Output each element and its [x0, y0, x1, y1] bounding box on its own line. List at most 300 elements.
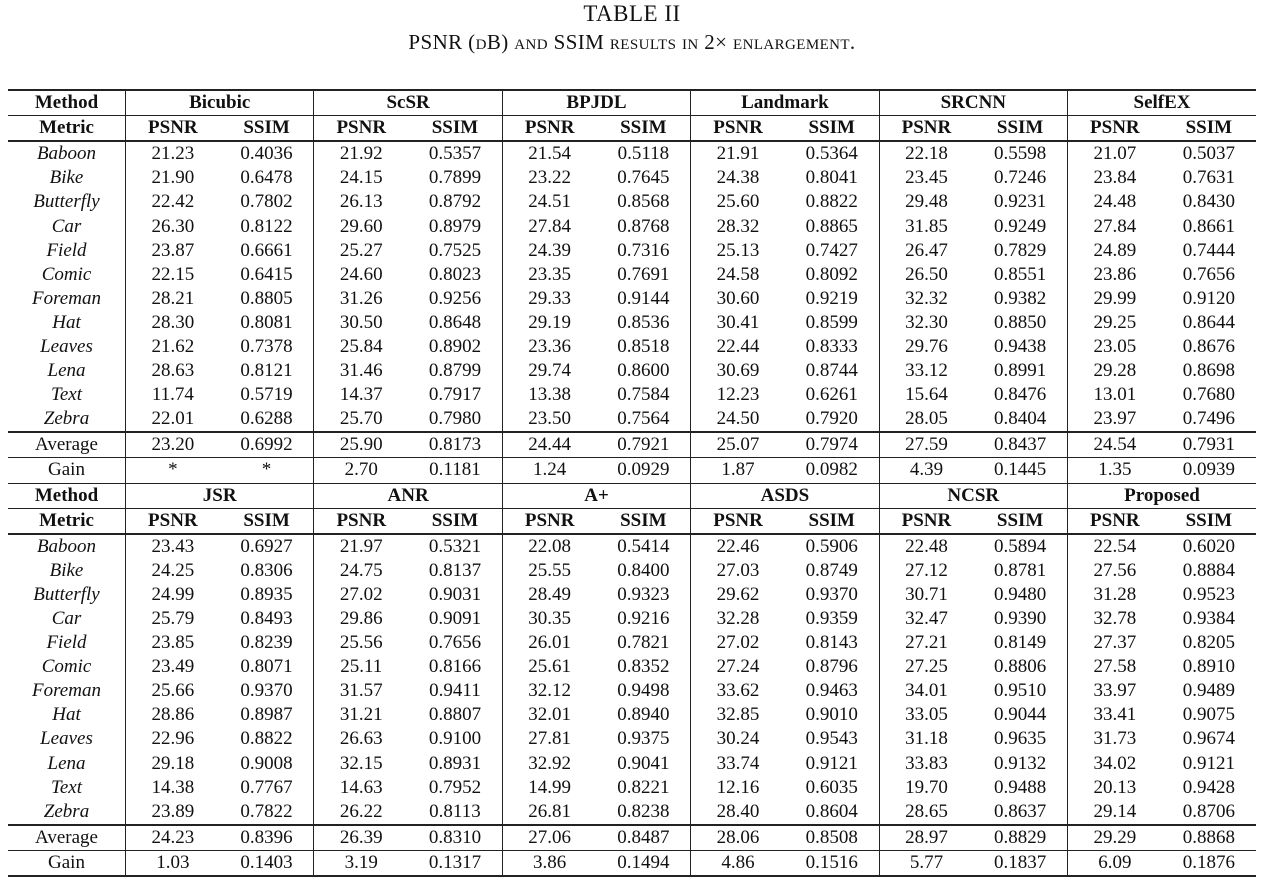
psnr-value: 30.69 [716, 360, 760, 382]
ssim-header: SSIM [597, 116, 691, 142]
psnr-value: 27.56 [1093, 559, 1137, 581]
ssim-value: 0.7496 [1182, 408, 1235, 430]
ssim-value: 0.8661 [1182, 215, 1235, 237]
average-psnr: 25.90 [314, 432, 408, 458]
ssim-value: 0.9132 [973, 752, 1067, 776]
ssim-value: 0.5906 [785, 534, 879, 559]
metric-header-label: Metric [8, 508, 126, 534]
psnr-value: 32.28 [716, 608, 760, 630]
ssim-value: 0.9382 [973, 287, 1067, 311]
ssim-value: 0.9044 [973, 703, 1067, 727]
gain-psnr: 4.39 [879, 458, 973, 483]
psnr-value: 22.42 [151, 191, 195, 213]
table-row [8, 190, 1256, 214]
ssim-value: 0.8676 [1182, 335, 1235, 357]
ssim-value: 0.7645 [597, 166, 691, 190]
image-name: Text [8, 383, 126, 407]
ssim-value: 0.8706 [1182, 800, 1235, 822]
psnr-value: 33.12 [905, 360, 948, 382]
ssim-value: 0.7564 [597, 407, 691, 432]
average-psnr: 28.97 [879, 825, 973, 851]
psnr-value: 25.79 [151, 608, 195, 630]
psnr-value: 29.60 [339, 215, 383, 237]
table-row [8, 559, 1256, 583]
ssim-header: SSIM [785, 508, 879, 534]
ssim-value: 0.8400 [597, 559, 691, 583]
table-row [8, 335, 1256, 359]
image-name: Butterfly [8, 583, 126, 607]
psnr-value: 29.33 [528, 287, 572, 309]
method-name: Proposed [1068, 483, 1257, 508]
psnr-value: 21.62 [151, 335, 195, 357]
psnr-value: 15.64 [905, 384, 948, 406]
ssim-value: 0.5357 [408, 141, 502, 166]
average-psnr: 26.39 [314, 825, 408, 851]
psnr-value: 25.27 [339, 239, 383, 261]
psnr-value: 22.18 [905, 143, 948, 165]
ssim-value: 0.7656 [1182, 263, 1235, 285]
ssim-value: 0.6261 [785, 383, 879, 407]
psnr-value: 27.24 [716, 656, 760, 678]
ssim-value: 0.8604 [785, 800, 879, 825]
ssim-value: 0.5598 [973, 141, 1067, 166]
psnr-value: 30.35 [528, 608, 572, 630]
psnr-value: 23.97 [1093, 408, 1137, 430]
ssim-value: 0.9411 [408, 679, 502, 703]
table-row [8, 239, 1256, 263]
psnr-value: 31.18 [905, 728, 948, 750]
ssim-value: 0.9438 [973, 335, 1067, 359]
psnr-value: 21.97 [339, 535, 383, 557]
gain-ssim: 0.0929 [597, 458, 691, 483]
ssim-value: 0.8781 [973, 559, 1067, 583]
psnr-value: 22.15 [151, 263, 195, 285]
psnr-value: 14.99 [528, 776, 572, 798]
ssim-value: 0.8935 [220, 583, 314, 607]
gain-ssim: 0.0939 [1162, 458, 1256, 483]
psnr-value: 30.50 [339, 311, 383, 333]
gain-row [8, 458, 1256, 483]
psnr-value: 33.41 [1093, 704, 1137, 726]
average-row [8, 432, 1256, 458]
ssim-value: 0.7767 [220, 776, 314, 800]
psnr-header: PSNR [1068, 508, 1162, 534]
ssim-value: 0.8551 [973, 263, 1067, 287]
psnr-value: 31.46 [339, 360, 383, 382]
psnr-value: 22.01 [151, 408, 195, 430]
psnr-value: 27.02 [716, 632, 760, 654]
psnr-value: 27.21 [905, 632, 948, 654]
ssim-value: 0.8430 [1182, 191, 1235, 213]
psnr-value: 30.60 [716, 287, 760, 309]
psnr-value: 22.96 [151, 728, 195, 750]
ssim-value: 0.9008 [220, 752, 314, 776]
ssim-value: 0.5719 [220, 383, 314, 407]
psnr-value: 32.47 [905, 608, 948, 630]
ssim-header: SSIM [973, 508, 1067, 534]
psnr-value: 25.84 [339, 335, 383, 357]
ssim-value: 0.8768 [597, 214, 691, 238]
ssim-value: 0.9323 [597, 583, 691, 607]
ssim-value: 0.7427 [785, 239, 879, 263]
gain-ssim: 0.1876 [1162, 850, 1256, 876]
average-label: Average [8, 825, 126, 851]
ssim-value: 0.8306 [220, 559, 314, 583]
method-name: BPJDL [502, 90, 690, 116]
psnr-value: 34.01 [905, 680, 948, 702]
table-row [8, 383, 1256, 407]
ssim-value: 0.8221 [597, 776, 691, 800]
average-psnr: 27.59 [879, 432, 973, 458]
ssim-value: 0.8404 [973, 407, 1067, 432]
psnr-value: 25.66 [151, 680, 195, 702]
table-row [8, 800, 1256, 825]
ssim-value: 0.8238 [597, 800, 691, 825]
ssim-value: 0.7316 [597, 239, 691, 263]
average-label: Average [8, 432, 126, 458]
gain-ssim: 0.1516 [785, 850, 879, 876]
image-name: Lena [8, 752, 126, 776]
image-name: Zebra [8, 800, 126, 825]
ssim-value: 0.8149 [973, 631, 1067, 655]
psnr-value: 25.55 [528, 559, 572, 581]
psnr-value: 32.12 [528, 680, 572, 702]
ssim-value: 0.9031 [408, 583, 502, 607]
ssim-value: 0.8979 [408, 214, 502, 238]
ssim-value: 0.9370 [785, 583, 879, 607]
average-ssim: 0.8396 [220, 825, 314, 851]
ssim-value: 0.9121 [785, 752, 879, 776]
image-name: Field [8, 239, 126, 263]
psnr-value: 30.24 [716, 728, 760, 750]
gain-psnr: 1.03 [126, 850, 220, 876]
ssim-value: 0.8205 [1182, 632, 1235, 654]
psnr-value: 24.75 [339, 559, 383, 581]
ssim-value: 0.7829 [973, 239, 1067, 263]
ssim-value: 0.9249 [973, 214, 1067, 238]
ssim-value: 0.8600 [597, 359, 691, 383]
psnr-value: 29.14 [1093, 800, 1137, 822]
gain-psnr: 1.87 [691, 458, 785, 483]
ssim-value: 0.5321 [408, 534, 502, 559]
ssim-value: 0.5037 [1182, 143, 1235, 165]
table-row [8, 727, 1256, 751]
gain-ssim: 0.0982 [785, 458, 879, 483]
table-row [8, 287, 1256, 311]
psnr-value: 26.50 [905, 263, 948, 285]
ssim-value: 0.5364 [785, 141, 879, 166]
psnr-header: PSNR [314, 116, 408, 142]
psnr-value: 24.51 [528, 191, 572, 213]
ssim-header: SSIM [785, 116, 879, 142]
psnr-value: 22.08 [528, 535, 572, 557]
psnr-value: 25.61 [528, 656, 572, 678]
average-ssim: 0.6992 [220, 432, 314, 458]
method-name: Bicubic [126, 90, 314, 116]
ssim-value: 0.8744 [785, 359, 879, 383]
image-name: Leaves [8, 335, 126, 359]
psnr-value: 27.03 [716, 559, 760, 581]
psnr-value: 23.36 [528, 335, 572, 357]
average-psnr: 28.06 [691, 825, 785, 851]
psnr-value: 30.41 [716, 311, 760, 333]
psnr-value: 29.19 [528, 311, 572, 333]
table-row [8, 655, 1256, 679]
ssim-header: SSIM [408, 508, 502, 534]
ssim-value: 0.9375 [597, 727, 691, 751]
psnr-value: 24.60 [339, 263, 383, 285]
psnr-value: 27.37 [1093, 632, 1137, 654]
psnr-header: PSNR [314, 508, 408, 534]
psnr-value: 24.38 [716, 167, 760, 189]
average-ssim: 0.8173 [408, 432, 502, 458]
average-psnr: 24.23 [126, 825, 220, 851]
psnr-value: 29.25 [1093, 311, 1137, 333]
ssim-value: 0.8884 [1182, 559, 1235, 581]
ssim-value: 0.7952 [408, 776, 502, 800]
ssim-value: 0.8749 [785, 559, 879, 583]
ssim-value: 0.7822 [220, 800, 314, 825]
gain-psnr: 3.19 [314, 850, 408, 876]
method-name: ANR [314, 483, 502, 508]
gain-label: Gain [8, 458, 126, 483]
psnr-value: 21.54 [528, 143, 572, 165]
ssim-value: 0.8698 [1182, 360, 1235, 382]
ssim-value: 0.6035 [785, 776, 879, 800]
ssim-value: 0.8333 [785, 335, 879, 359]
psnr-value: 27.81 [528, 728, 572, 750]
average-ssim: 0.8868 [1162, 825, 1256, 851]
gain-ssim: * [220, 458, 314, 483]
average-ssim: 0.8829 [973, 825, 1067, 851]
ssim-value: 0.9498 [597, 679, 691, 703]
method-name: Landmark [691, 90, 879, 116]
ssim-value: 0.9219 [785, 287, 879, 311]
results-table-body [8, 90, 1256, 876]
average-psnr: 29.29 [1068, 825, 1162, 851]
ssim-value: 0.9510 [973, 679, 1067, 703]
gain-row [8, 850, 1256, 876]
ssim-value: 0.9075 [1182, 704, 1235, 726]
gain-psnr: 1.24 [502, 458, 596, 483]
psnr-value: 28.40 [716, 800, 760, 822]
average-ssim: 0.8437 [973, 432, 1067, 458]
psnr-value: 13.38 [528, 384, 572, 406]
psnr-value: 32.78 [1093, 608, 1137, 630]
table-row [8, 631, 1256, 655]
ssim-value: 0.8122 [220, 214, 314, 238]
ssim-value: 0.7920 [785, 407, 879, 432]
table-row [8, 534, 1256, 559]
psnr-value: 29.28 [1093, 360, 1137, 382]
image-name: Comic [8, 263, 126, 287]
psnr-header: PSNR [879, 508, 973, 534]
method-name: A+ [502, 483, 690, 508]
ssim-value: 0.7980 [408, 407, 502, 432]
ssim-value: 0.7631 [1182, 167, 1235, 189]
ssim-value: 0.6661 [220, 239, 314, 263]
gain-psnr: 4.86 [691, 850, 785, 876]
ssim-value: 0.8493 [220, 607, 314, 631]
ssim-value: 0.8113 [408, 800, 502, 825]
ssim-value: 0.8931 [408, 752, 502, 776]
table-row [8, 141, 1256, 166]
ssim-value: 0.7525 [408, 239, 502, 263]
psnr-value: 23.35 [528, 263, 572, 285]
psnr-value: 31.26 [339, 287, 383, 309]
image-name: Foreman [8, 679, 126, 703]
table-row [8, 359, 1256, 383]
psnr-header: PSNR [502, 116, 596, 142]
ssim-value: 0.8041 [785, 166, 879, 190]
ssim-value: 0.7917 [408, 383, 502, 407]
psnr-header: PSNR [691, 508, 785, 534]
ssim-value: 0.7802 [220, 190, 314, 214]
table-row [8, 263, 1256, 287]
psnr-value: 23.87 [151, 239, 195, 261]
psnr-value: 23.05 [1093, 335, 1137, 357]
method-header-row [8, 90, 1256, 116]
psnr-value: 28.65 [905, 800, 948, 822]
psnr-value: 21.91 [716, 143, 760, 165]
psnr-value: 22.44 [716, 335, 760, 357]
average-ssim: 0.8508 [785, 825, 879, 851]
psnr-value: 23.45 [905, 167, 948, 189]
image-name: Baboon [8, 534, 126, 559]
ssim-value: 0.7246 [973, 166, 1067, 190]
average-psnr: 27.06 [502, 825, 596, 851]
psnr-value: 23.43 [151, 535, 195, 557]
psnr-header: PSNR [502, 508, 596, 534]
psnr-value: 14.38 [151, 776, 195, 798]
ssim-value: 0.8796 [785, 655, 879, 679]
psnr-value: 31.21 [339, 704, 383, 726]
psnr-value: 28.86 [151, 704, 195, 726]
method-header-label: Method [8, 90, 126, 116]
ssim-value: 0.8143 [785, 631, 879, 655]
ssim-value: 0.9256 [408, 287, 502, 311]
psnr-header: PSNR [879, 116, 973, 142]
ssim-value: 0.7691 [597, 263, 691, 287]
ssim-value: 0.4036 [220, 141, 314, 166]
image-name: Hat [8, 311, 126, 335]
psnr-value: 23.89 [151, 800, 195, 822]
psnr-value: 13.01 [1093, 384, 1137, 406]
psnr-value: 32.30 [905, 311, 948, 333]
psnr-value: 24.15 [339, 167, 383, 189]
ssim-value: 0.9144 [597, 287, 691, 311]
psnr-value: 28.63 [151, 360, 195, 382]
image-name: Bike [8, 166, 126, 190]
ssim-value: 0.8792 [408, 190, 502, 214]
ssim-value: 0.9488 [973, 776, 1067, 800]
ssim-value: 0.8352 [597, 655, 691, 679]
image-name: Leaves [8, 727, 126, 751]
psnr-value: 11.74 [151, 384, 194, 406]
ssim-value: 0.8637 [973, 800, 1067, 825]
ssim-value: 0.9390 [973, 607, 1067, 631]
ssim-value: 0.9489 [1182, 680, 1235, 702]
table-label: TABLE II [583, 1, 681, 26]
table-row [8, 752, 1256, 776]
psnr-value: 24.39 [528, 239, 572, 261]
psnr-value: 27.84 [1093, 215, 1137, 237]
ssim-value: 0.7899 [408, 166, 502, 190]
image-name: Car [8, 214, 126, 238]
ssim-value: 0.9120 [1182, 287, 1235, 309]
ssim-value: 0.9370 [220, 679, 314, 703]
table-row [8, 407, 1256, 432]
psnr-value: 24.58 [716, 263, 760, 285]
table-row [8, 607, 1256, 631]
psnr-value: 22.48 [905, 535, 948, 557]
psnr-value: 27.12 [905, 559, 948, 581]
ssim-value: 0.8121 [220, 359, 314, 383]
psnr-value: 14.37 [339, 384, 383, 406]
results-table [8, 89, 1256, 877]
psnr-value: 14.63 [339, 776, 383, 798]
psnr-value: 20.13 [1093, 776, 1137, 798]
ssim-value: 0.8902 [408, 335, 502, 359]
psnr-value: 31.28 [1093, 583, 1137, 605]
psnr-header: PSNR [1068, 116, 1162, 142]
average-ssim: 0.7921 [597, 432, 691, 458]
gain-ssim: 0.1445 [973, 458, 1067, 483]
psnr-value: 21.23 [151, 143, 195, 165]
psnr-value: 23.85 [151, 632, 195, 654]
psnr-value: 26.30 [151, 215, 195, 237]
psnr-value: 25.11 [340, 656, 383, 678]
ssim-value: 0.8092 [785, 263, 879, 287]
table-row [8, 583, 1256, 607]
ssim-value: 0.6478 [220, 166, 314, 190]
gain-ssim: 0.1317 [408, 850, 502, 876]
psnr-value: 33.83 [905, 752, 948, 774]
ssim-value: 0.9428 [1182, 776, 1235, 798]
psnr-value: 22.54 [1093, 535, 1137, 557]
table-row [8, 214, 1256, 238]
average-psnr: 23.20 [126, 432, 220, 458]
psnr-value: 29.18 [151, 752, 195, 774]
ssim-value: 0.9523 [1182, 583, 1235, 605]
psnr-value: 19.70 [905, 776, 948, 798]
ssim-value: 0.8807 [408, 703, 502, 727]
gain-ssim: 0.1403 [220, 850, 314, 876]
ssim-value: 0.5118 [597, 141, 691, 166]
gain-psnr: 6.09 [1068, 850, 1162, 876]
psnr-value: 24.25 [151, 559, 195, 581]
ssim-value: 0.9091 [408, 607, 502, 631]
psnr-value: 31.73 [1093, 728, 1137, 750]
gain-ssim: 0.1181 [408, 458, 502, 483]
gain-ssim: 0.1494 [597, 850, 691, 876]
psnr-value: 29.62 [716, 583, 760, 605]
psnr-value: 32.85 [716, 704, 760, 726]
table-row [8, 679, 1256, 703]
ssim-value: 0.9121 [1182, 752, 1235, 774]
ssim-value: 0.7378 [220, 335, 314, 359]
ssim-value: 0.9041 [597, 752, 691, 776]
image-name: Lena [8, 359, 126, 383]
ssim-value: 0.8850 [973, 311, 1067, 335]
gain-psnr: 3.86 [502, 850, 596, 876]
ssim-header: SSIM [408, 116, 502, 142]
ssim-value: 0.8568 [597, 190, 691, 214]
psnr-value: 29.86 [339, 608, 383, 630]
method-name: ScSR [314, 90, 502, 116]
ssim-value: 0.7584 [597, 383, 691, 407]
psnr-value: 12.23 [716, 384, 760, 406]
